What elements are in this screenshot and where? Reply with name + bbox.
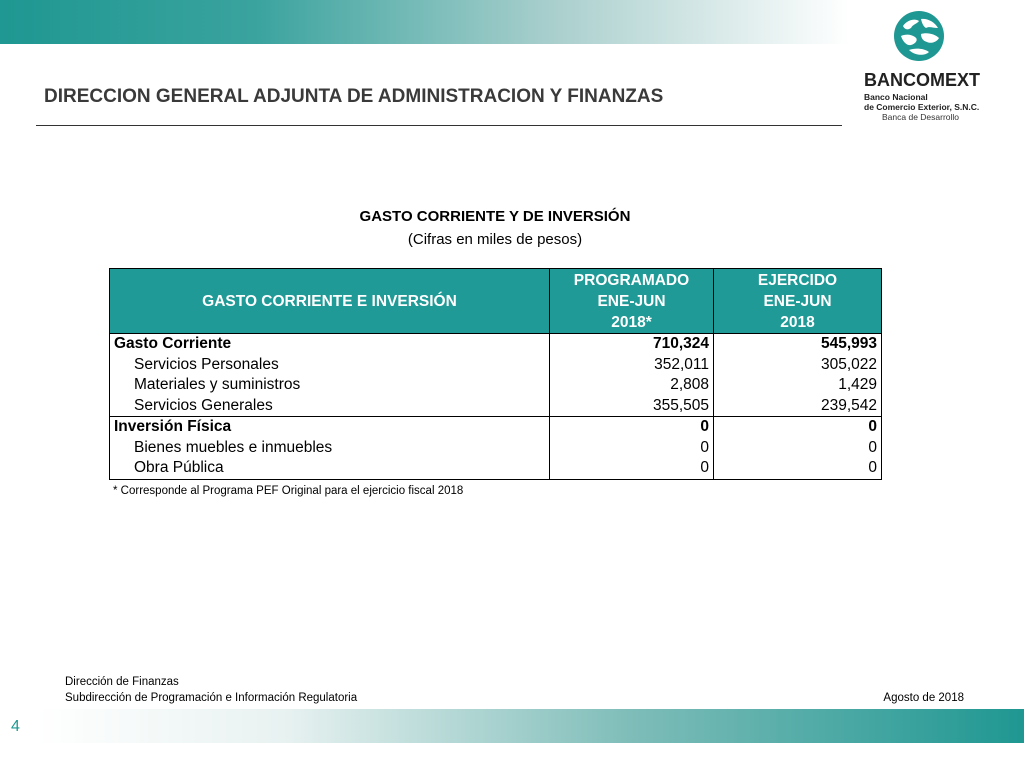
footer-date: Agosto de 2018 [883,692,964,704]
title-divider [36,125,842,126]
bottom-color-band [36,709,1024,743]
table-row [110,334,882,355]
row-ejercido: 305,022 [714,355,882,376]
table-title: GASTO CORRIENTE Y DE INVERSIÓN [359,208,631,225]
column-header-ejercido [714,269,882,334]
row-label: Obra Pública [110,458,550,479]
row-programado: 352,011 [550,355,714,376]
footer-subdepartment: Subdirección de Programación e Información Regulatoria [65,692,358,704]
footer-department: Dirección de Finanzas [65,676,179,688]
row-ejercido: 1,429 [714,375,882,396]
bancomext-logo [860,8,1020,126]
table-row [110,438,882,459]
page-number: 4 [11,718,20,735]
programado-line-3: 2018* [611,313,652,331]
table-row [110,396,882,417]
brand-line-3: Banca de Desarrollo [882,112,960,122]
table-subtitle: (Cifras en miles de pesos) [407,231,583,248]
row-ejercido: 545,993 [714,334,882,355]
row-label: Materiales y suministros [110,375,550,396]
ejercido-line-3: 2018 [780,313,815,331]
row-ejercido: 0 [714,458,882,479]
brand-subtitle [864,92,979,112]
table-footnote: * Corresponde al Programa PEF Original para el ejercicio fiscal 2018 [113,485,464,497]
programado-line-1: PROGRAMADO [573,271,690,289]
top-color-band [0,0,850,44]
row-ejercido: 0 [714,438,882,459]
brand-line-2: de Comercio Exterior, S.N.C. [864,102,980,112]
row-programado: 710,324 [550,334,714,355]
row-label: Inversión Física [110,417,550,438]
row-ejercido: 0 [714,417,882,438]
ejercido-line-2: ENE-JUN [763,292,832,310]
row-ejercido: 239,542 [714,396,882,417]
row-programado: 0 [550,458,714,479]
table-row [110,417,882,438]
programado-line-2: ENE-JUN [597,292,666,310]
table-row [110,375,882,396]
brand-name: BANCOMEXT [864,70,980,90]
row-label: Servicios Generales [110,396,550,417]
column-header-concept: GASTO CORRIENTE E INVERSIÓN [110,269,550,334]
row-programado: 355,505 [550,396,714,417]
table-row [110,355,882,376]
brand-line-1: Banco Nacional [864,92,928,102]
row-label: Gasto Corriente [110,334,550,355]
row-label: Servicios Personales [110,355,550,376]
column-header-programado [550,269,714,334]
table-row [110,458,882,479]
row-programado: 0 [550,438,714,459]
table-header-row [110,269,882,334]
ejercido-line-1: EJERCIDO [757,271,838,289]
globe-icon [893,10,945,62]
expense-table [109,268,882,480]
row-label: Bienes muebles e inmuebles [110,438,550,459]
row-programado: 2,808 [550,375,714,396]
row-programado: 0 [550,417,714,438]
page-title: DIRECCION GENERAL ADJUNTA DE ADMINISTRACION Y FINANZAS [44,86,664,107]
